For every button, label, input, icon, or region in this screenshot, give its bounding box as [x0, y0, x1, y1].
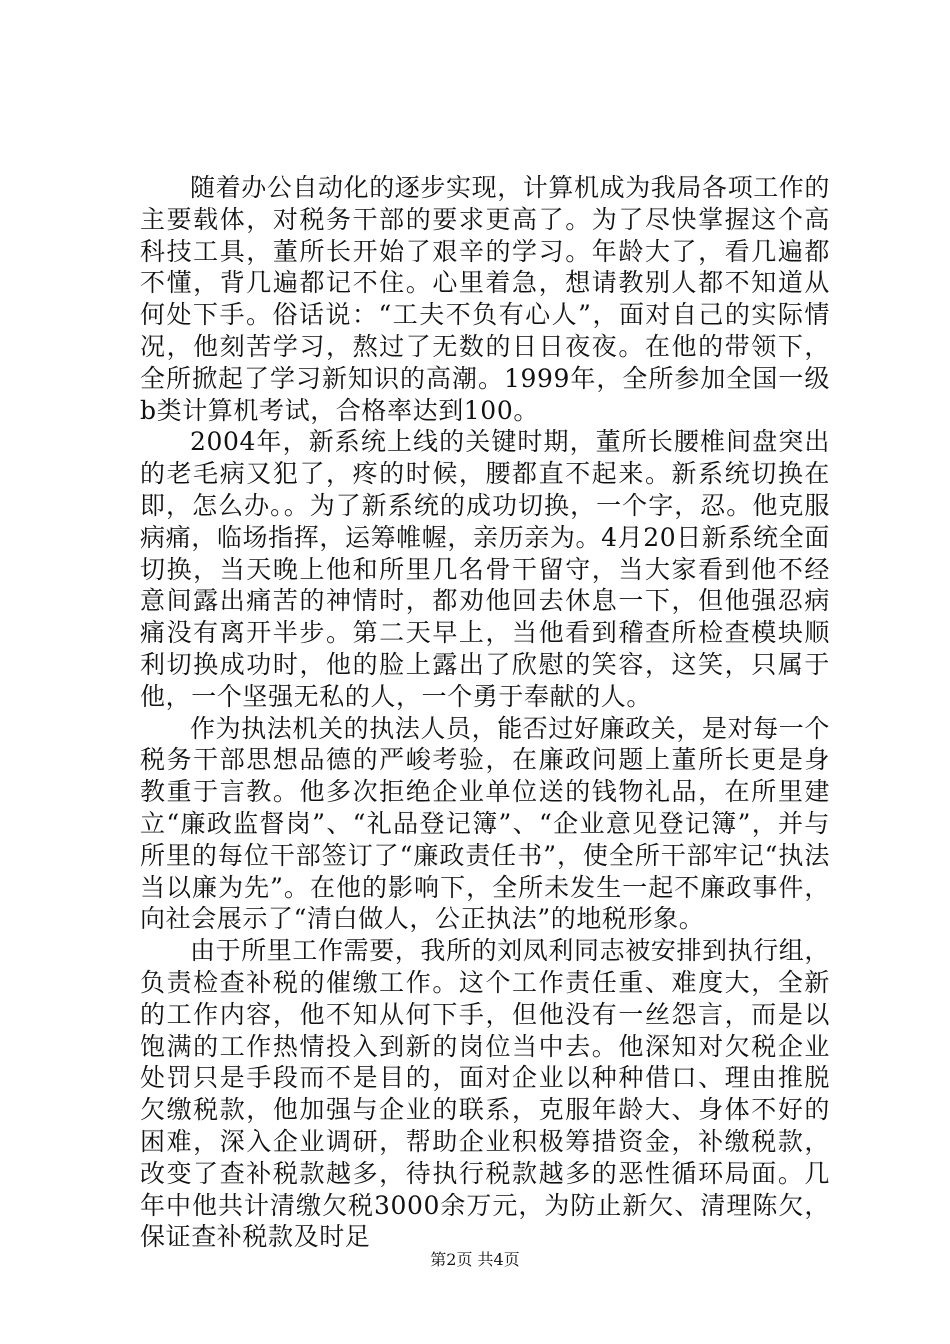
paragraph-2: 2004年，新系统上线的关键时期，董所长腰椎间盘突出的老毛病又犯了，疼的时候，腰都直不起来。新系统切换在即，怎么办。。为了新系统的成功切换，一个字，忍。他克服病痛，临场指挥，运筹帷幄，亲历亲为。4月20日新系统全面切换，当天晚上他和所里几名骨干留守，当大家看到他不经意间露出痛苦的神情时，都劝他回去休息一下，但他强忍病痛没有离开半步。第二天早上，当他看到稽查所检查模块顺利切换成功时，他的脸上露出了欣慰的笑容，这笑，只属于他，一个坚强无私的人，一个勇于奉献的人。 — [140, 427, 830, 711]
paragraph-1: 随着办公自动化的逐步实现，计算机成为我局各项工作的主要载体，对税务干部的要求更高了。为了尽快掌握这个高科技工具，董所长开始了艰辛的学习。年龄大了，看几遍都不懂，背几遍都记不住。心里着急，想请教别人都不知道从何处下手。俗话说：“工夫不负有心人”，面对自己的实际情况，他刻苦学习，熬过了无数的日日夜夜。在他的带领下，全所掀起了学习新知识的高潮。1999年，全所参加全国一级b类计算机考试，合格率达到100。 — [140, 173, 831, 425]
paragraph-3: 作为执法机关的执法人员，能否过好廉政关，是对每一个税务干部思想品德的严峻考验，在廉政问题上董所长更是身教重于言教。他多次拒绝企业单位送的钱物礼品，在所里建立“廉政监督岗”、“礼品登记簿”、“企业意见登记簿”，并与所里的每位干部签订了“廉政责任书”，使全所干部牢记“执法当以廉为先”。在他的影响下，全所未发生一起不廉政事件，向社会展示了“清白做人，公正执法”的地税形象。 — [140, 713, 831, 934]
document-body — [140, 172, 830, 1253]
paragraph-4: 由于所里工作需要，我所的刘凤利同志被安排到执行组，负责检查补税的催缴工作。这个工作责任重、难度大，全新的工作内容，他不知从何下手，但他没有一丝怨言，而是以饱满的工作热情投入到新的岗位当中去。他深知对欠税企业处罚只是手段而不是目的，面对企业以种种借口、理由推脱欠缴税款，他加强与企业的联系，克服年龄大、身体不好的困难，深入企业调研，帮助企业积极筹措资金，补缴税款，改变了查补税款越多，待执行税款越多的恶性循环局面。几年中他共计清缴欠税3000余万元，为防止新欠、清理陈欠，保证查补税款及时足 — [140, 936, 831, 1252]
page-footer: 第2页 共4页 — [430, 1250, 520, 1269]
